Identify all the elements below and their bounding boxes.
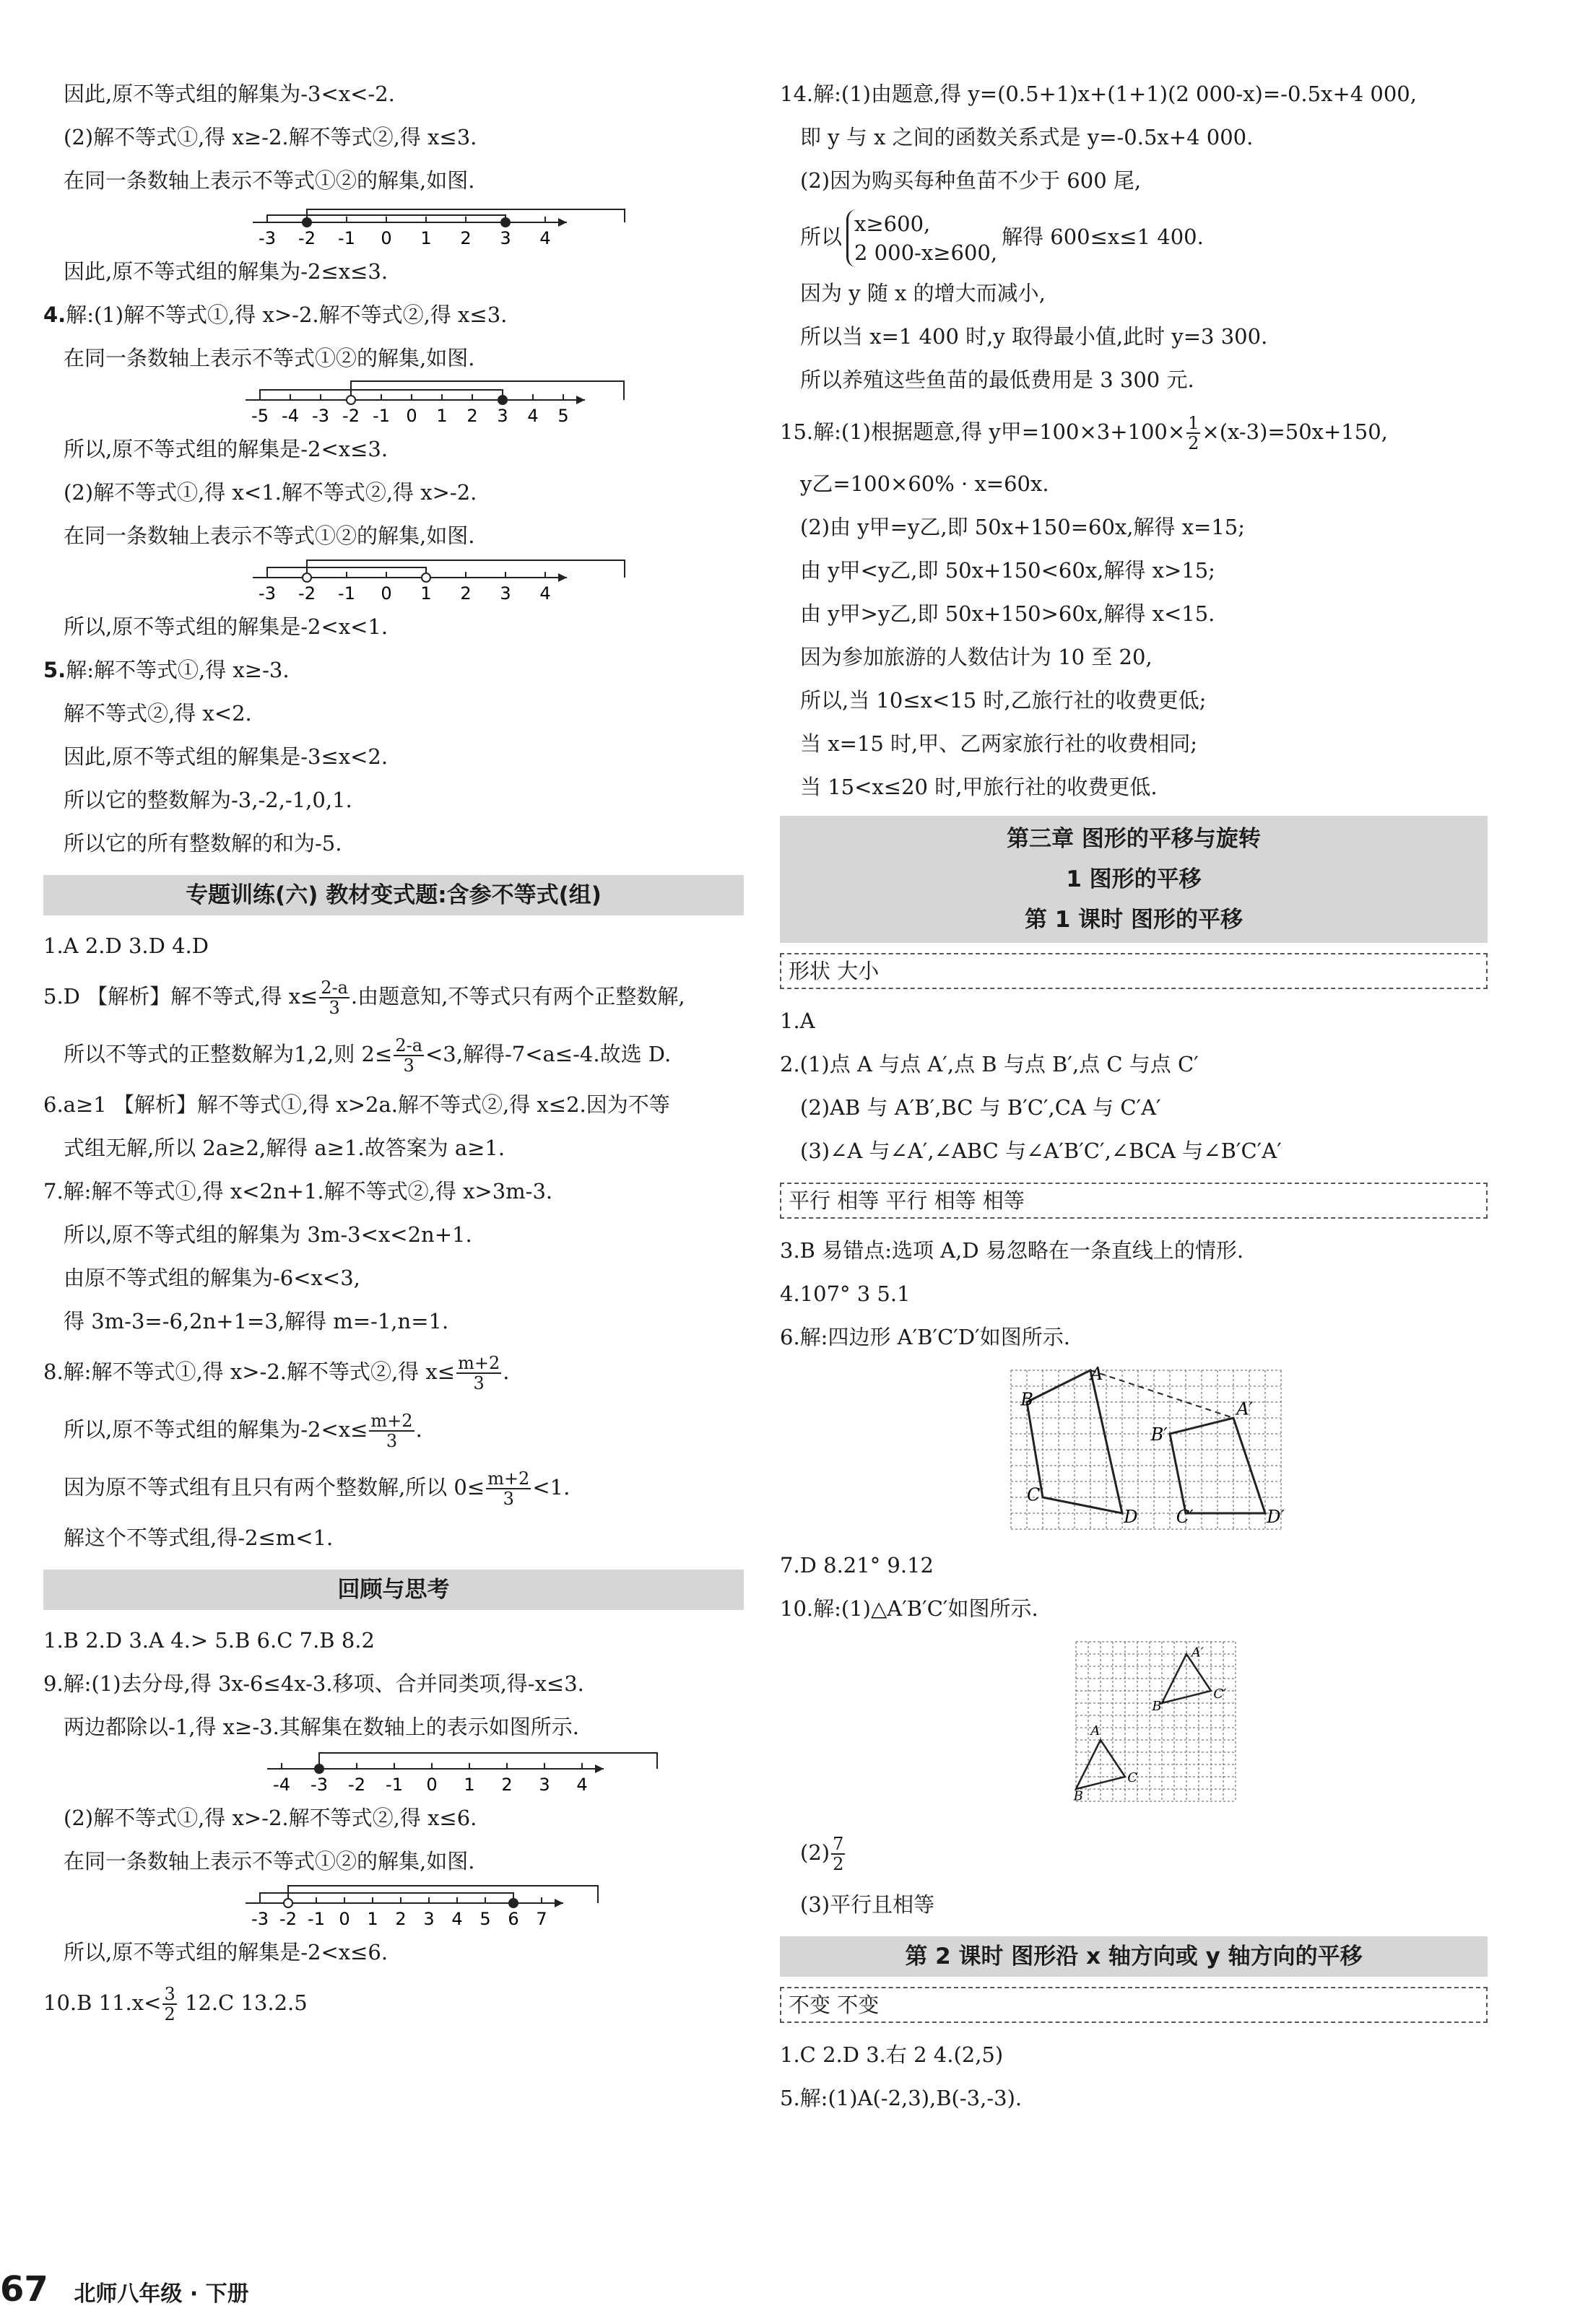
axis-arrow: [558, 218, 567, 227]
question-number: 5.: [43, 658, 66, 682]
tick-label: 6: [508, 1909, 519, 1929]
text-line: 因此,原不等式组的解集为-2≤x≤3.: [64, 259, 389, 284]
text-line: y乙=100×60% · x=60x.: [800, 471, 1049, 496]
text-line: 所以,原不等式组的解集是-2<x≤6.: [64, 1940, 389, 1964]
section-title: 1 图形的平移: [1066, 866, 1202, 892]
answer-line: 3.B 易错点:选项 A,D 易忽略在一条直线上的情形.: [780, 1238, 1244, 1263]
tick-label: -2: [279, 1909, 297, 1929]
fraction: $\frac{m+2}{3}$: [458, 1353, 500, 1393]
text-line: 解不等式②,得 x<2.: [64, 701, 252, 726]
number-line-3: [43, 557, 744, 605]
vertex-label: C′: [1213, 1687, 1227, 1702]
text-line: 因此,原不等式组的解集是-3≤x<2.: [64, 744, 389, 769]
tick-label: 3: [539, 1775, 550, 1795]
left-column: 因此,原不等式组的解集为-3<x<-2. (2)解不等式①,得 x≥-2.解不等式②,得 x≤3. 在同一条数轴上表示不等式①②的解集,如图. -3 -2 -1 0 1 2 3 4 因此,原不等式组的解集为-2≤x≤3. 4.解:(1)解不等式①,得 x>-2.解不等式②,得 x≤3. 在同一条数轴上表示不等式①②的解集,如图. -5 -4 -3 -2 -1 0 1 2 3 4 5 所以,原不等式组的解集是-2<x≤3. (2)解不等式①,得 x<1.解不等式②,得 x>-2. 在同一条数轴上表示不等式①②的解集,如图. -3 -2 -1 0 1 2 3 4 所以,原不等式组的解集是-2<x<1. 5.解:解不等式①,得 x≥-3. 解不等式②,得 x<2. 因此,原不等式组的解集是-3≤x<2. 所以它的整数解为-3,-2,-1,0,1. 所以它的所有整数解的和为-5. 专题训练(六) 教材变式题:含参不等式(组) 1.A 2.D 3.D 4.D 5.D 【解析】解不等式,得 x≤ $\frac{2-a}{3}$ .由题意知,不等式只有两个正整数解, 所以不等式的正整数解为1,2,则 2≤ $\frac{2-a}{3}$ <3,解得-7<a≤-4.故选 D. 6.a≥1 【解析】解不等式①,得 x>2a.解不等式②,得 x≤2.因为不等 式组无解,所以 2a≥2,解得 a≥1.故答案为 a≥1. 7.解:解不等式①,得 x<2n+1.解不等式②,得 x>3m-3. 所以,原不等式组的解集为 3m-3<x<2n+1. 由原不等式组的解集为-6<x<3, 得 3m-3=-6,2n+1=3,解得 m=-1,n=1. 8.解:解不等式①,得 x>-2.解不等式②,得 x≤ $\frac{m+2}{3}$ . 所以,原不等式组的解集为-2<x≤ $\frac{m+2}{3}$ . 因为原不等式组有且只有两个整数解,所以 0≤ $\frac{m+2}{3}$ <1. 解这个不等式组,得-2≤m<1. 回顾与思考 1.B 2.D 3.A 4.> 5.B 6.C 7.B 8.2 9.解:(1)去分母,得 3x-6≤4x-3.移项、合并同类项,得-x≤3. 两边都除以-1,得 x≥-3.其解集在数轴上的表示如图所示. -4 -3 -2 -1 0 1 2 3 4 (2)解不等式①,得 x>-2.解不等式②,得 x≤6. 在同一条数轴上表示不等式①②的解集,如图. -3 -2 -1 0 1 2 3 4 5 6 7 所以,原不等式组的解集是-2<x≤6. 10.B 11.x< $\frac{3}{2}$ 12.C 13.2.5: [43, 72, 744, 2032]
answer-line: 1.A: [780, 1009, 815, 1033]
right-column: [780, 72, 1488, 2120]
tick-label: 3: [500, 228, 511, 248]
lesson-band: 第 2 课时 图形沿 x 轴方向或 y 轴方向的平移: [780, 1936, 1488, 1977]
answer-line: 7.D 8.21° 9.12: [780, 1553, 934, 1577]
vertex-label: A: [1090, 1364, 1103, 1385]
equation-system: 所以 x≥600, 2 000-x≥600, 解得 600≤x≤1 400.: [780, 202, 1488, 271]
tick-label: 2: [466, 406, 478, 426]
tick-label: -5: [251, 406, 269, 426]
tick-label: -1: [373, 406, 390, 426]
tick-label: 1: [464, 1775, 475, 1795]
answer-line: 10.解:(1)△A′B′C′如图所示.: [780, 1596, 1038, 1621]
answer-line: 6.解:四边形 A′B′C′D′如图所示.: [780, 1325, 1070, 1349]
text-line: 两边都除以-1,得 x≥-3.其解集在数轴上的表示如图所示.: [64, 1715, 580, 1739]
text-line: 所以,原不等式组的解集为 3m-3<x<2n+1.: [64, 1222, 472, 1247]
tick-label: -2: [348, 1775, 365, 1795]
tick-label: 0: [406, 406, 417, 426]
tick-label: -1: [338, 228, 355, 248]
text-line: 因为参加旅游的人数估计为 10 至 20,: [800, 645, 1153, 669]
tick-label: -2: [342, 406, 360, 426]
text-line: ×(x-3)=50x+150,: [1202, 419, 1388, 444]
closed-point: [509, 1899, 518, 1907]
text-line: 解:解不等式①,得 x≥-3.: [66, 658, 290, 682]
text-line: 14.解:(1)由题意,得 y=(0.5+1)x+(1+1)(2 000-x)=-0.5x+4 000,: [780, 82, 1417, 106]
tick-label: 5: [479, 1909, 491, 1929]
tick-label: 4: [576, 1775, 588, 1795]
solution-bracket: [288, 1886, 598, 1903]
answer-line: (2)AB 与 A′B′,BC 与 B′C′,CA 与 C′A′: [800, 1095, 1161, 1120]
vertex-label: A: [1090, 1723, 1101, 1739]
vertex-label: B′: [1150, 1424, 1168, 1445]
text-line: 5.D 【解析】解不等式,得 x≤: [43, 984, 318, 1009]
tick-label: 1: [367, 1909, 378, 1929]
answer-line: (3)平行且相等: [800, 1892, 935, 1917]
text-line: 所以,当 10≤x<15 时,乙旅行社的收费更低;: [800, 688, 1207, 713]
fraction: $\frac{m+2}{3}$: [487, 1468, 530, 1509]
translation-path: [1090, 1370, 1233, 1418]
text-line: 由 y甲>y乙,即 50x+150>60x,解得 x<15.: [800, 601, 1215, 626]
text-line: 因为原不等式组有且只有两个整数解,所以 0≤: [64, 1475, 485, 1500]
fraction: $\frac{7}{2}$: [833, 1834, 844, 1874]
text-line: 所以,原不等式组的解集是-2<x<1.: [64, 614, 389, 639]
text-line: (2)因为购买每种鱼苗不少于 600 尾,: [800, 168, 1142, 193]
vertex-label: D′: [1267, 1507, 1285, 1528]
text-line: 6.a≥1 【解析】解不等式①,得 x>2a.解不等式②,得 x≤2.因为不等: [43, 1092, 670, 1117]
text-line: 解:(1)解不等式①,得 x>-2.解不等式②,得 x≤3.: [66, 303, 508, 327]
text-line: 9.解:(1)去分母,得 3x-6≤4x-3.移项、合并同类项,得-x≤3.: [43, 1671, 584, 1696]
text-line: 在同一条数轴上表示不等式①②的解集,如图.: [64, 168, 475, 193]
tick-label: 4: [527, 406, 539, 426]
text-line: 所以它的整数解为-3,-2,-1,0,1.: [64, 788, 352, 812]
tick-label: -3: [251, 1909, 269, 1929]
closed-point: [498, 396, 507, 404]
text-line: <3,解得-7<a≤-4.故选 D.: [425, 1042, 672, 1066]
fraction: $\frac{m+2}{3}$: [370, 1411, 413, 1451]
closed-point: [501, 218, 510, 227]
text-line: 所以当 x=1 400 时,y 取得最小值,此时 y=3 300.: [800, 324, 1268, 349]
text-line: 由 y甲<y乙,即 50x+150<60x,解得 x>15;: [800, 558, 1215, 583]
answer-line: (3)∠A 与∠A′,∠ABC 与∠A′B′C′,∠BCA 与∠B′C′A′: [800, 1139, 1282, 1163]
tick-label: 2: [395, 1909, 407, 1929]
answer-line: 1.A 2.D 3.D 4.D: [43, 933, 209, 958]
axis-arrow: [555, 1899, 563, 1907]
text-line: 所以它的所有整数解的和为-5.: [64, 831, 342, 856]
vertex-label: B: [1020, 1389, 1033, 1410]
tick-label: 7: [536, 1909, 547, 1929]
tick-label: 2: [460, 583, 472, 604]
vertex-label: C: [1127, 1770, 1138, 1785]
text-line: 7.解:解不等式①,得 x<2n+1.解不等式②,得 x>3m-3.: [43, 1179, 553, 1204]
vertex-label: A′: [1191, 1645, 1204, 1661]
text-line: .由题意知,不等式只有两个正整数解,: [350, 984, 685, 1009]
fill-blank-box: 不变 不变: [780, 1987, 1488, 2023]
tick-label: -4: [273, 1775, 290, 1795]
tick-label: 0: [381, 583, 392, 604]
fraction: $\frac{3}{2}$: [164, 1984, 175, 2024]
text-line: 15.解:(1)根据题意,得 y甲=100×3+100×: [780, 419, 1186, 444]
vertex-label: A′: [1236, 1398, 1254, 1419]
tick-label: -3: [311, 1775, 328, 1795]
fraction: $\frac{2-a}{3}$: [395, 1035, 422, 1076]
tick-label: 4: [451, 1909, 463, 1929]
vertex-label: C′: [1176, 1507, 1194, 1528]
number-line-1: [43, 202, 744, 250]
text-line: 因此,原不等式组的解集为-3<x<-2.: [64, 82, 395, 106]
vertex-label: B′: [1152, 1699, 1165, 1715]
text-line: 式组无解,所以 2a≥2,解得 a≥1.故答案为 a≥1.: [64, 1136, 505, 1160]
text-line: (2)由 y甲=y乙,即 50x+150=60x,解得 x=15;: [800, 515, 1246, 539]
tick-label: 4: [539, 228, 551, 248]
fraction: $\frac{1}{2}$: [1188, 413, 1199, 453]
text-line: (2)解不等式①,得 x<1.解不等式②,得 x>-2.: [64, 480, 477, 505]
translation-figure-1: [780, 1363, 1488, 1539]
page-number: 67: [0, 2269, 48, 2310]
tick-label: -3: [259, 583, 276, 604]
answer-line: 4.107° 3 5.1: [780, 1281, 911, 1306]
tick-label: 5: [557, 406, 569, 426]
text-line: 所以,原不等式组的解集是-2<x≤3.: [64, 437, 389, 461]
text-line: 所以,原不等式组的解集为-2<x≤: [64, 1417, 368, 1442]
answer-line: 2.(1)点 A 与点 A′,点 B 与点 B′,点 C 与点 C′: [780, 1052, 1199, 1076]
open-point: [284, 1899, 292, 1907]
tick-label: 2: [460, 228, 472, 248]
section-band: 专题训练(六) 教材变式题:含参不等式(组): [43, 875, 744, 915]
tick-label: 3: [500, 583, 511, 604]
tick-label: 1: [436, 406, 448, 426]
vertex-label: B: [1073, 1788, 1083, 1804]
tick-label: -3: [259, 228, 276, 248]
text-line: 解这个不等式组,得-2≤m<1.: [64, 1526, 334, 1550]
text-line: 由原不等式组的解集为-6<x<3,: [64, 1266, 360, 1290]
fraction: $\frac{2-a}{3}$: [321, 978, 348, 1018]
axis-arrow: [576, 396, 585, 404]
answer-line: 1.B 2.D 3.A 4.> 5.B 6.C 7.B 8.2: [43, 1628, 375, 1653]
tick-label: -1: [386, 1775, 403, 1795]
text-line: 当 15<x≤20 时,甲旅行社的收费更低.: [800, 775, 1158, 799]
text-line: (2)解不等式①,得 x>-2.解不等式②,得 x≤6.: [64, 1806, 477, 1830]
axis-arrow: [595, 1764, 604, 1773]
book-title: 北师八年级 · 下册: [74, 2281, 249, 2307]
tick-label: 4: [539, 583, 551, 604]
text-line: <1.: [532, 1475, 570, 1500]
text-line: 所以不等式的正整数解为1,2,则 2≤: [64, 1042, 393, 1066]
text-line: 即 y 与 x 之间的函数关系式是 y=-0.5x+4 000.: [800, 125, 1254, 149]
text-line: 得 3m-3=-6,2n+1=3,解得 m=-1,n=1.: [64, 1309, 449, 1333]
text-line: 8.解:解不等式①,得 x>-2.解不等式②,得 x≤: [43, 1359, 456, 1384]
page-footer: [0, 2269, 249, 2310]
closed-point: [303, 218, 311, 227]
question-number: 4.: [43, 303, 66, 327]
answer-line: 1.C 2.D 3.右 2 4.(2,5): [780, 2042, 1004, 2067]
vertex-label: C: [1027, 1484, 1041, 1505]
tick-label: -2: [298, 583, 316, 604]
answer-line: 10.B 11.x<: [43, 1990, 162, 2015]
tick-label: 2: [501, 1775, 513, 1795]
text-line: 当 x=15 时,甲、乙两家旅行社的收费相同;: [800, 731, 1197, 756]
tick-label: -3: [312, 406, 329, 426]
tick-label: -4: [282, 406, 299, 426]
number-line-2: [43, 380, 744, 427]
open-point: [422, 573, 430, 582]
text-line: 因为 y 随 x 的增大而减小,: [800, 281, 1046, 305]
text-line: 所以养殖这些鱼苗的最低费用是 3 300 元.: [800, 367, 1194, 392]
chapter-band: [780, 816, 1488, 943]
number-line-5: [43, 1883, 744, 1931]
lesson-title: 第 1 课时 图形的平移: [1025, 907, 1243, 933]
tick-label: 1: [420, 228, 432, 248]
tick-label: 0: [339, 1909, 350, 1929]
text-line: 在同一条数轴上表示不等式①②的解集,如图.: [64, 523, 475, 548]
translation-figure-2: [780, 1635, 1488, 1818]
chapter-title: 第三章 图形的平移与旋转: [1007, 826, 1261, 852]
fill-blank-box: 形状 大小: [780, 953, 1488, 989]
answer-line: 5.解:(1)A(-2,3),B(-3,-3).: [780, 2086, 1023, 2110]
solution-bracket: [319, 1753, 657, 1769]
tick-label: 0: [381, 228, 392, 248]
open-point: [347, 396, 355, 404]
closed-point: [315, 1764, 324, 1773]
tick-label: -1: [338, 583, 355, 604]
text-line: (2)解不等式①,得 x≥-2.解不等式②,得 x≤3.: [64, 125, 477, 149]
tick-label: 1: [420, 583, 432, 604]
axis-arrow: [558, 573, 567, 582]
vertex-label: D: [1124, 1507, 1138, 1528]
text-line: 在同一条数轴上表示不等式①②的解集,如图.: [64, 346, 475, 370]
answer-line: 12.C 13.2.5: [178, 1990, 308, 2015]
tick-label: 3: [497, 406, 508, 426]
text-line: (2): [800, 1840, 830, 1865]
tick-label: -2: [298, 228, 316, 248]
tick-label: -1: [308, 1909, 325, 1929]
text-line: 在同一条数轴上表示不等式①②的解集,如图.: [64, 1849, 475, 1873]
tick-label: 0: [426, 1775, 438, 1795]
number-line-4: [43, 1749, 744, 1796]
tick-label: 3: [423, 1909, 435, 1929]
solution-bracket: [260, 1893, 513, 1903]
open-point: [303, 573, 311, 582]
fill-blank-box: 平行 相等 平行 相等 相等: [780, 1183, 1488, 1219]
section-band: 回顾与思考: [43, 1570, 744, 1610]
